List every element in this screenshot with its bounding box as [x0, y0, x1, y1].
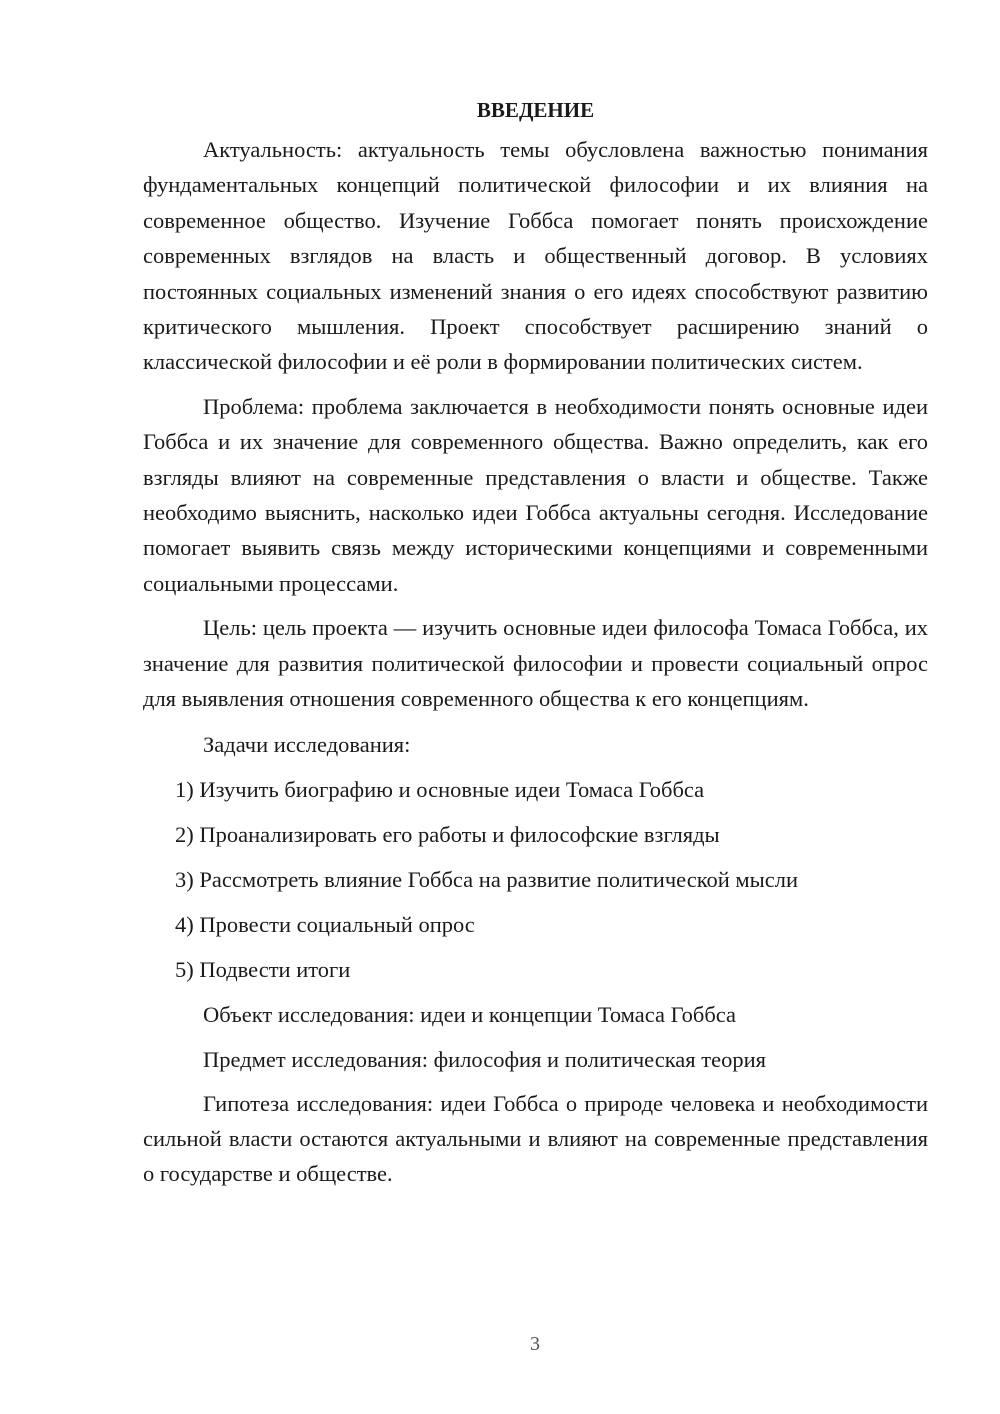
- task-item-5: 5) Подвести итоги: [175, 956, 351, 982]
- task-item-3: 3) Рассмотреть влияние Гоббса на развитие политической мысли: [175, 866, 799, 892]
- problem-paragraph: Проблема: проблема заключается в необходимости понять основные идеи Гоббса и их значение для современного общества. Важно определить, как его взгляды влияют на современные представления о власти и обществе. Также необходимо выяснить, насколько идеи Гоббса актуальны сегодня. Исследование помогает выявить связь между историческими концепциями и современными социальными процессами.: [143, 393, 928, 596]
- task-item-2: 2) Проанализировать его работы и философские взгляды: [175, 821, 720, 847]
- research-object: Объект исследования: идеи и концепции Томаса Гоббса: [203, 1001, 737, 1027]
- document-page: [143, 92, 928, 1192]
- research-subject: Предмет исследования: философия и политическая теория: [203, 1046, 766, 1072]
- hypothesis-paragraph: Гипотеза исследования: идеи Гоббса о природе человека и необходимости сильной власти остаются актуальными и влияют на современные представления о государстве и обществе.: [143, 1090, 928, 1187]
- goal-paragraph: Цель: цель проекта — изучить основные идеи философа Томаса Гоббса, их значение для развития политической философии и провести социальный опрос для выявления отношения современного общества к его концепциям.: [143, 615, 928, 712]
- relevance-paragraph: Актуальность: актуальность темы обусловлена важностью понимания фундаментальных концепций политической философии и их влияния на современное общество. Изучение Гоббса помогает понять происхождение современных взглядов на власть и общественный договор. В условиях постоянных социальных изменений знания о его идеях способствуют развитию критического мышления. Проект способствует расширению знаний о классической философии и её роли в формировании политических систем.: [143, 137, 928, 375]
- page-number: 3: [530, 1333, 540, 1355]
- section-title: ВВЕДЕНИЕ: [476, 98, 595, 122]
- tasks-heading: Задачи исследования:: [203, 731, 411, 757]
- task-item-1: 1) Изучить биографию и основные идеи Томаса Гоббса: [175, 776, 705, 802]
- task-item-4: 4) Провести социальный опрос: [175, 911, 475, 937]
